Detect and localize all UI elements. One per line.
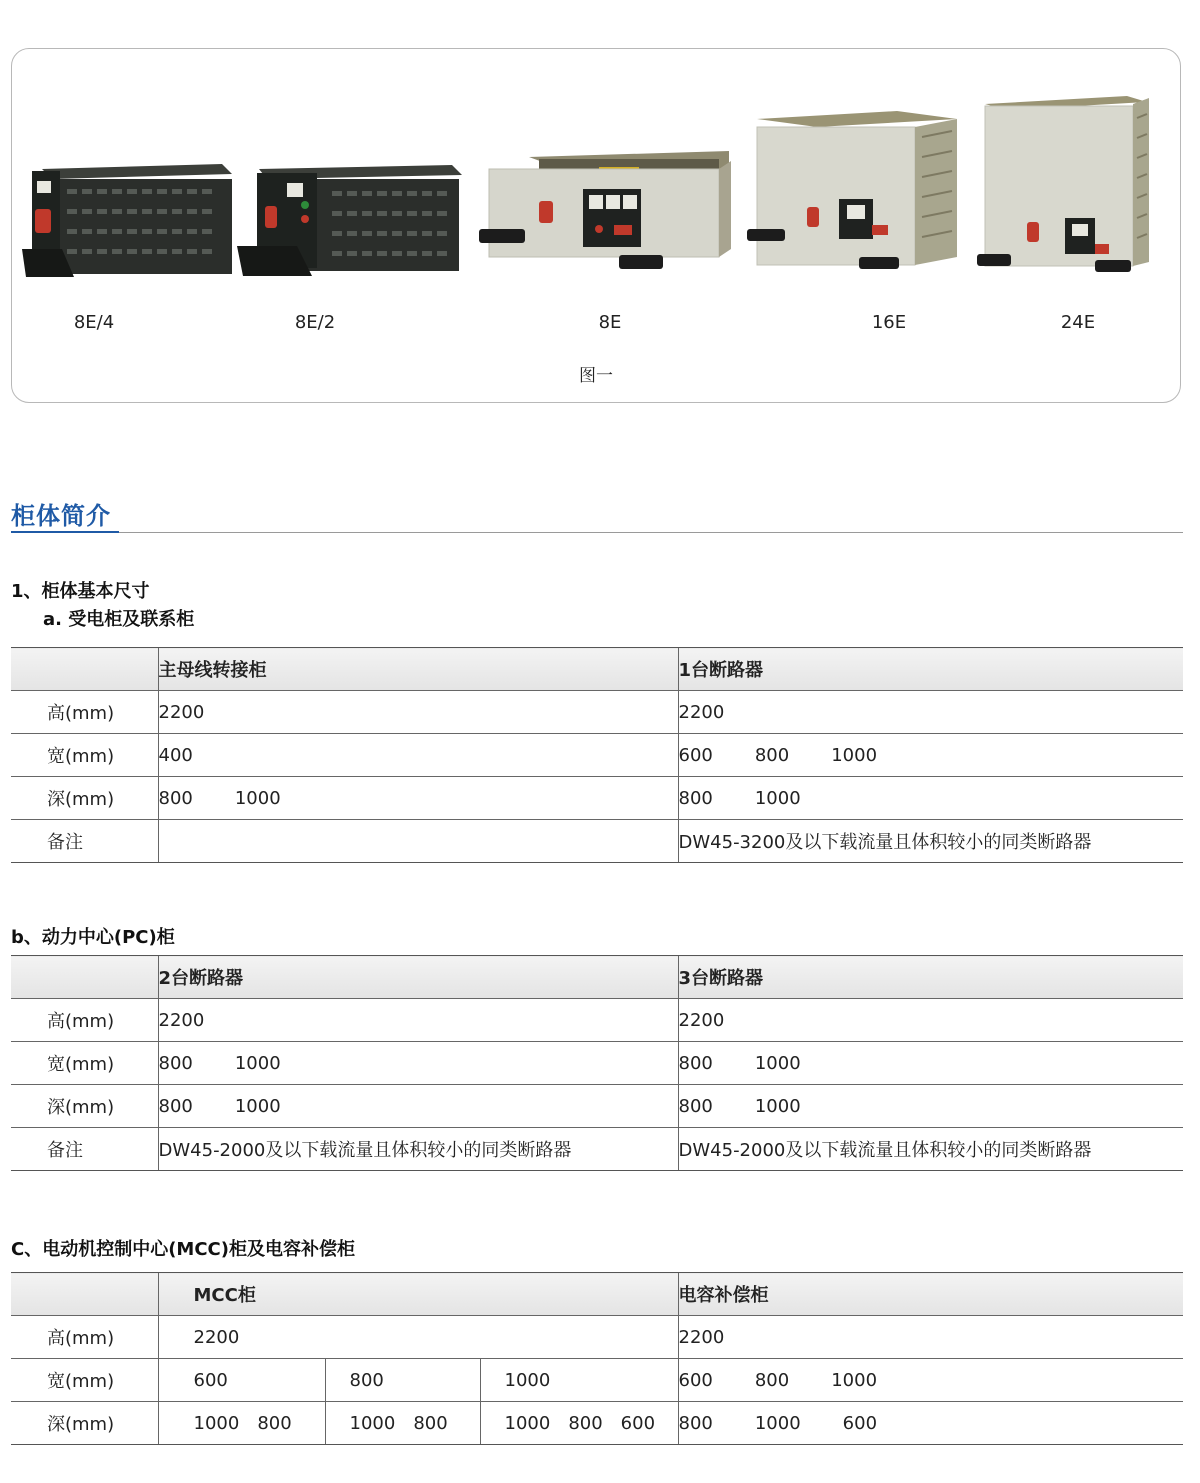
table-row xyxy=(11,956,1183,999)
cell-value: 800 xyxy=(349,1369,384,1391)
row-label: 深(mm) xyxy=(11,1402,158,1445)
cell-value: 600 xyxy=(842,1412,878,1434)
cell-value: 2200 xyxy=(158,1009,205,1031)
table-b xyxy=(11,955,1183,1171)
row-label: 高(mm) xyxy=(11,691,158,734)
cell-value: 800 xyxy=(678,1095,713,1117)
column-header: 1台断路器 xyxy=(678,648,1183,691)
table-row xyxy=(11,1316,1183,1359)
cell-value: 1000 xyxy=(831,1369,878,1391)
cell-value: 800 xyxy=(754,1369,790,1391)
cell-value: 1000 xyxy=(754,1412,801,1434)
table-row xyxy=(11,1273,1183,1316)
cell-value: 1000 xyxy=(234,1095,281,1117)
column-header: 电容补偿柜 xyxy=(678,1273,1183,1316)
cell-value: 1000 xyxy=(754,1095,801,1117)
cell-value: 1000 xyxy=(504,1412,551,1434)
table-row xyxy=(11,734,1183,777)
cell-value: 1000 xyxy=(234,787,281,809)
row-label: 备注 xyxy=(11,1128,158,1171)
cell-value: 2200 xyxy=(678,701,725,723)
cell-value: 800 xyxy=(158,787,193,809)
part-heading-dimensions: 1、柜体基本尺寸 xyxy=(11,581,150,602)
cell-value: 400 xyxy=(158,744,193,766)
table-row xyxy=(11,648,1183,691)
table-row xyxy=(11,691,1183,734)
cell-value: DW45-2000及以下载流量且体积较小的同类断路器 xyxy=(678,1140,1092,1161)
cell-value: 800 xyxy=(678,1412,713,1434)
cell-value: 800 xyxy=(413,1412,448,1434)
cell-value: 1000 xyxy=(754,787,801,809)
cell-value: DW45-2000及以下载流量且体积较小的同类断路器 xyxy=(158,1140,572,1161)
cell-value: 800 xyxy=(158,1052,193,1074)
cell-value: 1000 xyxy=(193,1412,240,1434)
row-label: 宽(mm) xyxy=(11,1042,158,1085)
cell-value: 1000 xyxy=(349,1412,396,1434)
row-label: 宽(mm) xyxy=(11,734,158,777)
cell-value: 800 xyxy=(568,1412,603,1434)
cell-value: 800 xyxy=(678,787,713,809)
table-c xyxy=(11,1272,1183,1445)
cell-value: 600 xyxy=(193,1369,228,1391)
section-title: 柜体简介 xyxy=(11,502,111,530)
table-c-title: C、电动机控制中心(MCC)柜及电容补偿柜 xyxy=(11,1239,355,1260)
cell-value: 600 xyxy=(620,1412,656,1434)
table-row xyxy=(11,1359,1183,1402)
unit-label-8e4: 8E/4 xyxy=(73,312,115,333)
cell-value: 800 xyxy=(678,1052,713,1074)
cell-value: 800 xyxy=(257,1412,292,1434)
drawer-unit-8e4-image xyxy=(22,159,232,284)
row-label: 备注 xyxy=(11,820,158,863)
column-header: 3台断路器 xyxy=(678,956,1183,999)
table-row xyxy=(11,1085,1183,1128)
drawer-unit-16e-image xyxy=(747,107,962,277)
product-figure xyxy=(11,48,1181,403)
cell-value: 600 xyxy=(678,1369,713,1391)
cell-value: 2200 xyxy=(678,1009,725,1031)
row-label: 高(mm) xyxy=(11,999,158,1042)
cell-value: 1000 xyxy=(831,744,878,766)
table-corner-cell xyxy=(11,956,158,999)
cell-value: 1000 xyxy=(234,1052,281,1074)
cell-value: DW45-3200及以下载流量且体积较小的同类断路器 xyxy=(678,832,1092,853)
column-header: 主母线转接柜 xyxy=(158,648,678,691)
figure-caption: 图一 xyxy=(579,366,613,386)
cell-value: 800 xyxy=(158,1095,193,1117)
column-header: MCC柜 xyxy=(158,1273,678,1316)
column-header: 2台断路器 xyxy=(158,956,678,999)
table-b-title: b、动力中心(PC)柜 xyxy=(11,927,175,948)
table-corner-cell xyxy=(11,1273,158,1316)
unit-label-24e: 24E xyxy=(1060,312,1096,333)
table-a-title: a. 受电柜及联系柜 xyxy=(43,609,195,630)
row-label: 高(mm) xyxy=(11,1316,158,1359)
cell-value: 1000 xyxy=(754,1052,801,1074)
table-corner-cell xyxy=(11,648,158,691)
cell-value: 1000 xyxy=(504,1369,551,1391)
row-label: 深(mm) xyxy=(11,1085,158,1128)
unit-label-8e2: 8E/2 xyxy=(294,312,336,333)
table-row xyxy=(11,777,1183,820)
unit-label-16e: 16E xyxy=(871,312,907,333)
table-row xyxy=(11,820,1183,863)
row-label: 宽(mm) xyxy=(11,1359,158,1402)
drawer-unit-24e-image xyxy=(977,94,1162,279)
cell-value: 600 xyxy=(678,744,713,766)
cell-value: 800 xyxy=(754,744,790,766)
table-row xyxy=(11,1042,1183,1085)
cell-value: 2200 xyxy=(158,701,205,723)
table-row xyxy=(11,999,1183,1042)
cell-value: 2200 xyxy=(678,1326,725,1348)
table-row xyxy=(11,1128,1183,1171)
cell-value: 2200 xyxy=(193,1326,240,1348)
table-a xyxy=(11,647,1183,863)
drawer-unit-8e-image xyxy=(479,149,734,279)
unit-label-8e: 8E xyxy=(598,312,622,333)
section-divider xyxy=(11,532,1183,533)
row-label: 深(mm) xyxy=(11,777,158,820)
table-row xyxy=(11,1402,1183,1445)
drawer-unit-8e2-image xyxy=(237,161,462,281)
